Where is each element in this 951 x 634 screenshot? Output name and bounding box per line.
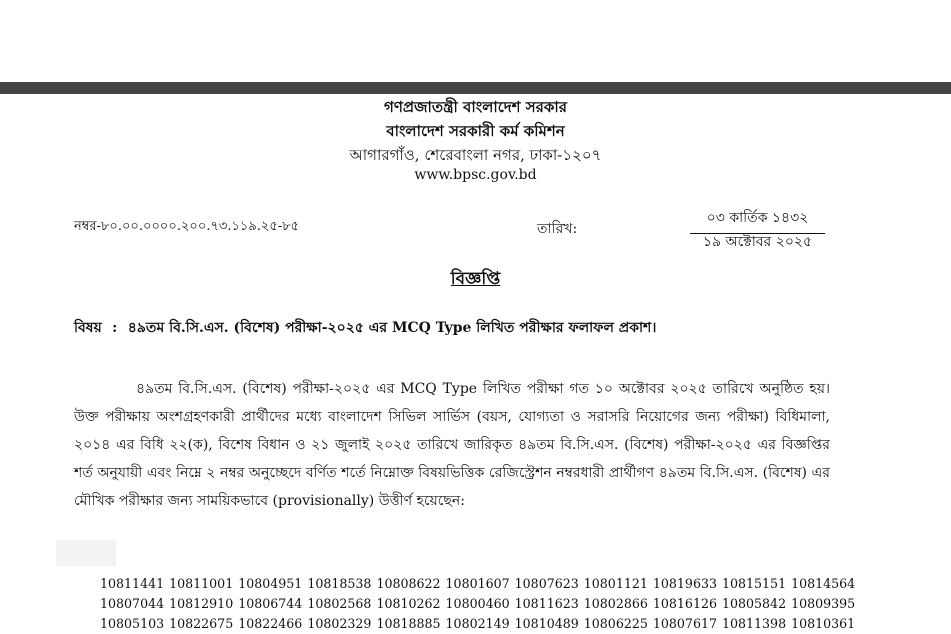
document-page (0, 94, 951, 632)
registration-number: 10810262 (376, 596, 441, 611)
registration-number: 10819633 (652, 576, 717, 591)
registration-number: 10810361 (791, 616, 856, 631)
registration-number: 10806744 (238, 596, 303, 611)
memo-number: নম্বর-৮০.০০.০০০০.২০০.৭৩.১১৯.২৫-৮৫ (74, 219, 300, 234)
registration-number: 10812910 (169, 596, 234, 611)
registration-number: 10810489 (514, 616, 579, 631)
subject-text: ৪৯তম বি.সি.এস. (বিশেষ) পরীক্ষা-২০২৫ এর MCQ Type লিখিত পরীক্ষার ফলাফল প্রকাশ। (127, 320, 657, 336)
registration-number: 10802329 (307, 616, 372, 631)
website-link[interactable]: www.bpsc.gov.bd (414, 167, 537, 183)
commission-heading: বাংলাদেশ সরকারী কর্ম কমিশন (386, 122, 565, 140)
registration-number: 10801121 (583, 576, 648, 591)
address-line: আগারগাঁও, শেরেবাংলা নগর, ঢাকা-১২০৭ (349, 146, 602, 164)
table-row (100, 594, 860, 614)
registration-number: 10822675 (169, 616, 234, 631)
registration-number: 10818538 (307, 576, 372, 591)
table-row (100, 574, 860, 594)
registration-number: 10814564 (791, 576, 856, 591)
notice-title: বিজ্ঞপ্তি (450, 269, 501, 289)
notice-body-paragraph: ৪৯তম বি.সি.এস. (বিশেষ) পরীক্ষা-২০২৫ এর MCQ Type লিখিত পরীক্ষা গত ১০ অক্টোবর ২০২৫ তারিখে অনুষ্ঠিত হয়। উক্ত পরীক্ষায় অংশগ্রহণকারী প্রার্থীদের মধ্যে বাংলাদেশ সিভিল সার্ভিস (বয়স, যোগ্যতা ও সরাসরি নিয়োগের জন্য পরীক্ষা) বিধিমালা, ২০১৪ এর বিধি ২২(ক), বিশেষ বিধান ও ২১ জুলাই ২০২৫ তারিখে জারিকৃত ৪৯তম বি.সি.এস. (বিশেষ) পরীক্ষা-২০২৫ এর বিজ্ঞপ্তির শর্ত অনুযায়ী এবং নিম্নে ২ নম্বর অনুচ্ছেদে বর্ণিত শর্তে নিম্নোক্ত বিষয়ভিত্তিক রেজিস্ট্রেশন নম্বরধারী প্রার্থীগণ ৪৯তম বি.সি.এস. (বিশেষ) এর মৌখিক পরীক্ষার জন্য সাময়িকভাবে (provisionally) উত্তীর্ণ হয়েছেন: (74, 381, 830, 509)
registration-number: 10811398 (721, 616, 787, 631)
registration-number: 10807617 (652, 616, 717, 631)
registration-number: 10809395 (791, 596, 856, 611)
date-gregorian: ১৯ অক্টোবর ২০২৫ (702, 234, 813, 250)
registration-number: 10808622 (376, 576, 441, 591)
registration-number: 10811441 (100, 576, 165, 591)
registration-number: 10815151 (721, 576, 787, 591)
table-row (100, 614, 860, 634)
viewer-toolbar-bar (0, 82, 951, 94)
registration-number: 10807044 (100, 596, 165, 611)
registration-number: 10806225 (583, 616, 648, 631)
registration-number: 10818885 (376, 616, 441, 631)
registration-number: 10801607 (445, 576, 510, 591)
registration-number: 10802149 (445, 616, 510, 631)
registration-number: 10802866 (583, 596, 648, 611)
registration-number: 10811001 (169, 576, 234, 591)
registration-number-table (100, 574, 860, 634)
registration-number: 10800460 (445, 596, 510, 611)
date-label: তারিখ: (537, 221, 578, 237)
subject-line (74, 316, 656, 340)
registration-number: 10807623 (514, 576, 579, 591)
registration-number: 10822466 (238, 616, 303, 631)
faint-stamp-mark (56, 540, 116, 566)
registration-number: 10804951 (238, 576, 303, 591)
viewer-top-area (0, 0, 951, 82)
registration-number: 10802568 (307, 596, 372, 611)
subject-label: বিষয় (74, 320, 102, 336)
registration-number: 10805842 (721, 596, 787, 611)
registration-number: 10816126 (652, 596, 717, 611)
registration-number: 10805103 (100, 616, 165, 631)
registration-number: 10811623 (514, 596, 579, 611)
government-heading: গণপ্রজাতন্ত্রী বাংলাদেশ সরকার (384, 98, 567, 116)
date-bangla: ০৩ কার্তিক ১৪৩২ (690, 206, 825, 234)
subject-separator: : (112, 320, 118, 336)
